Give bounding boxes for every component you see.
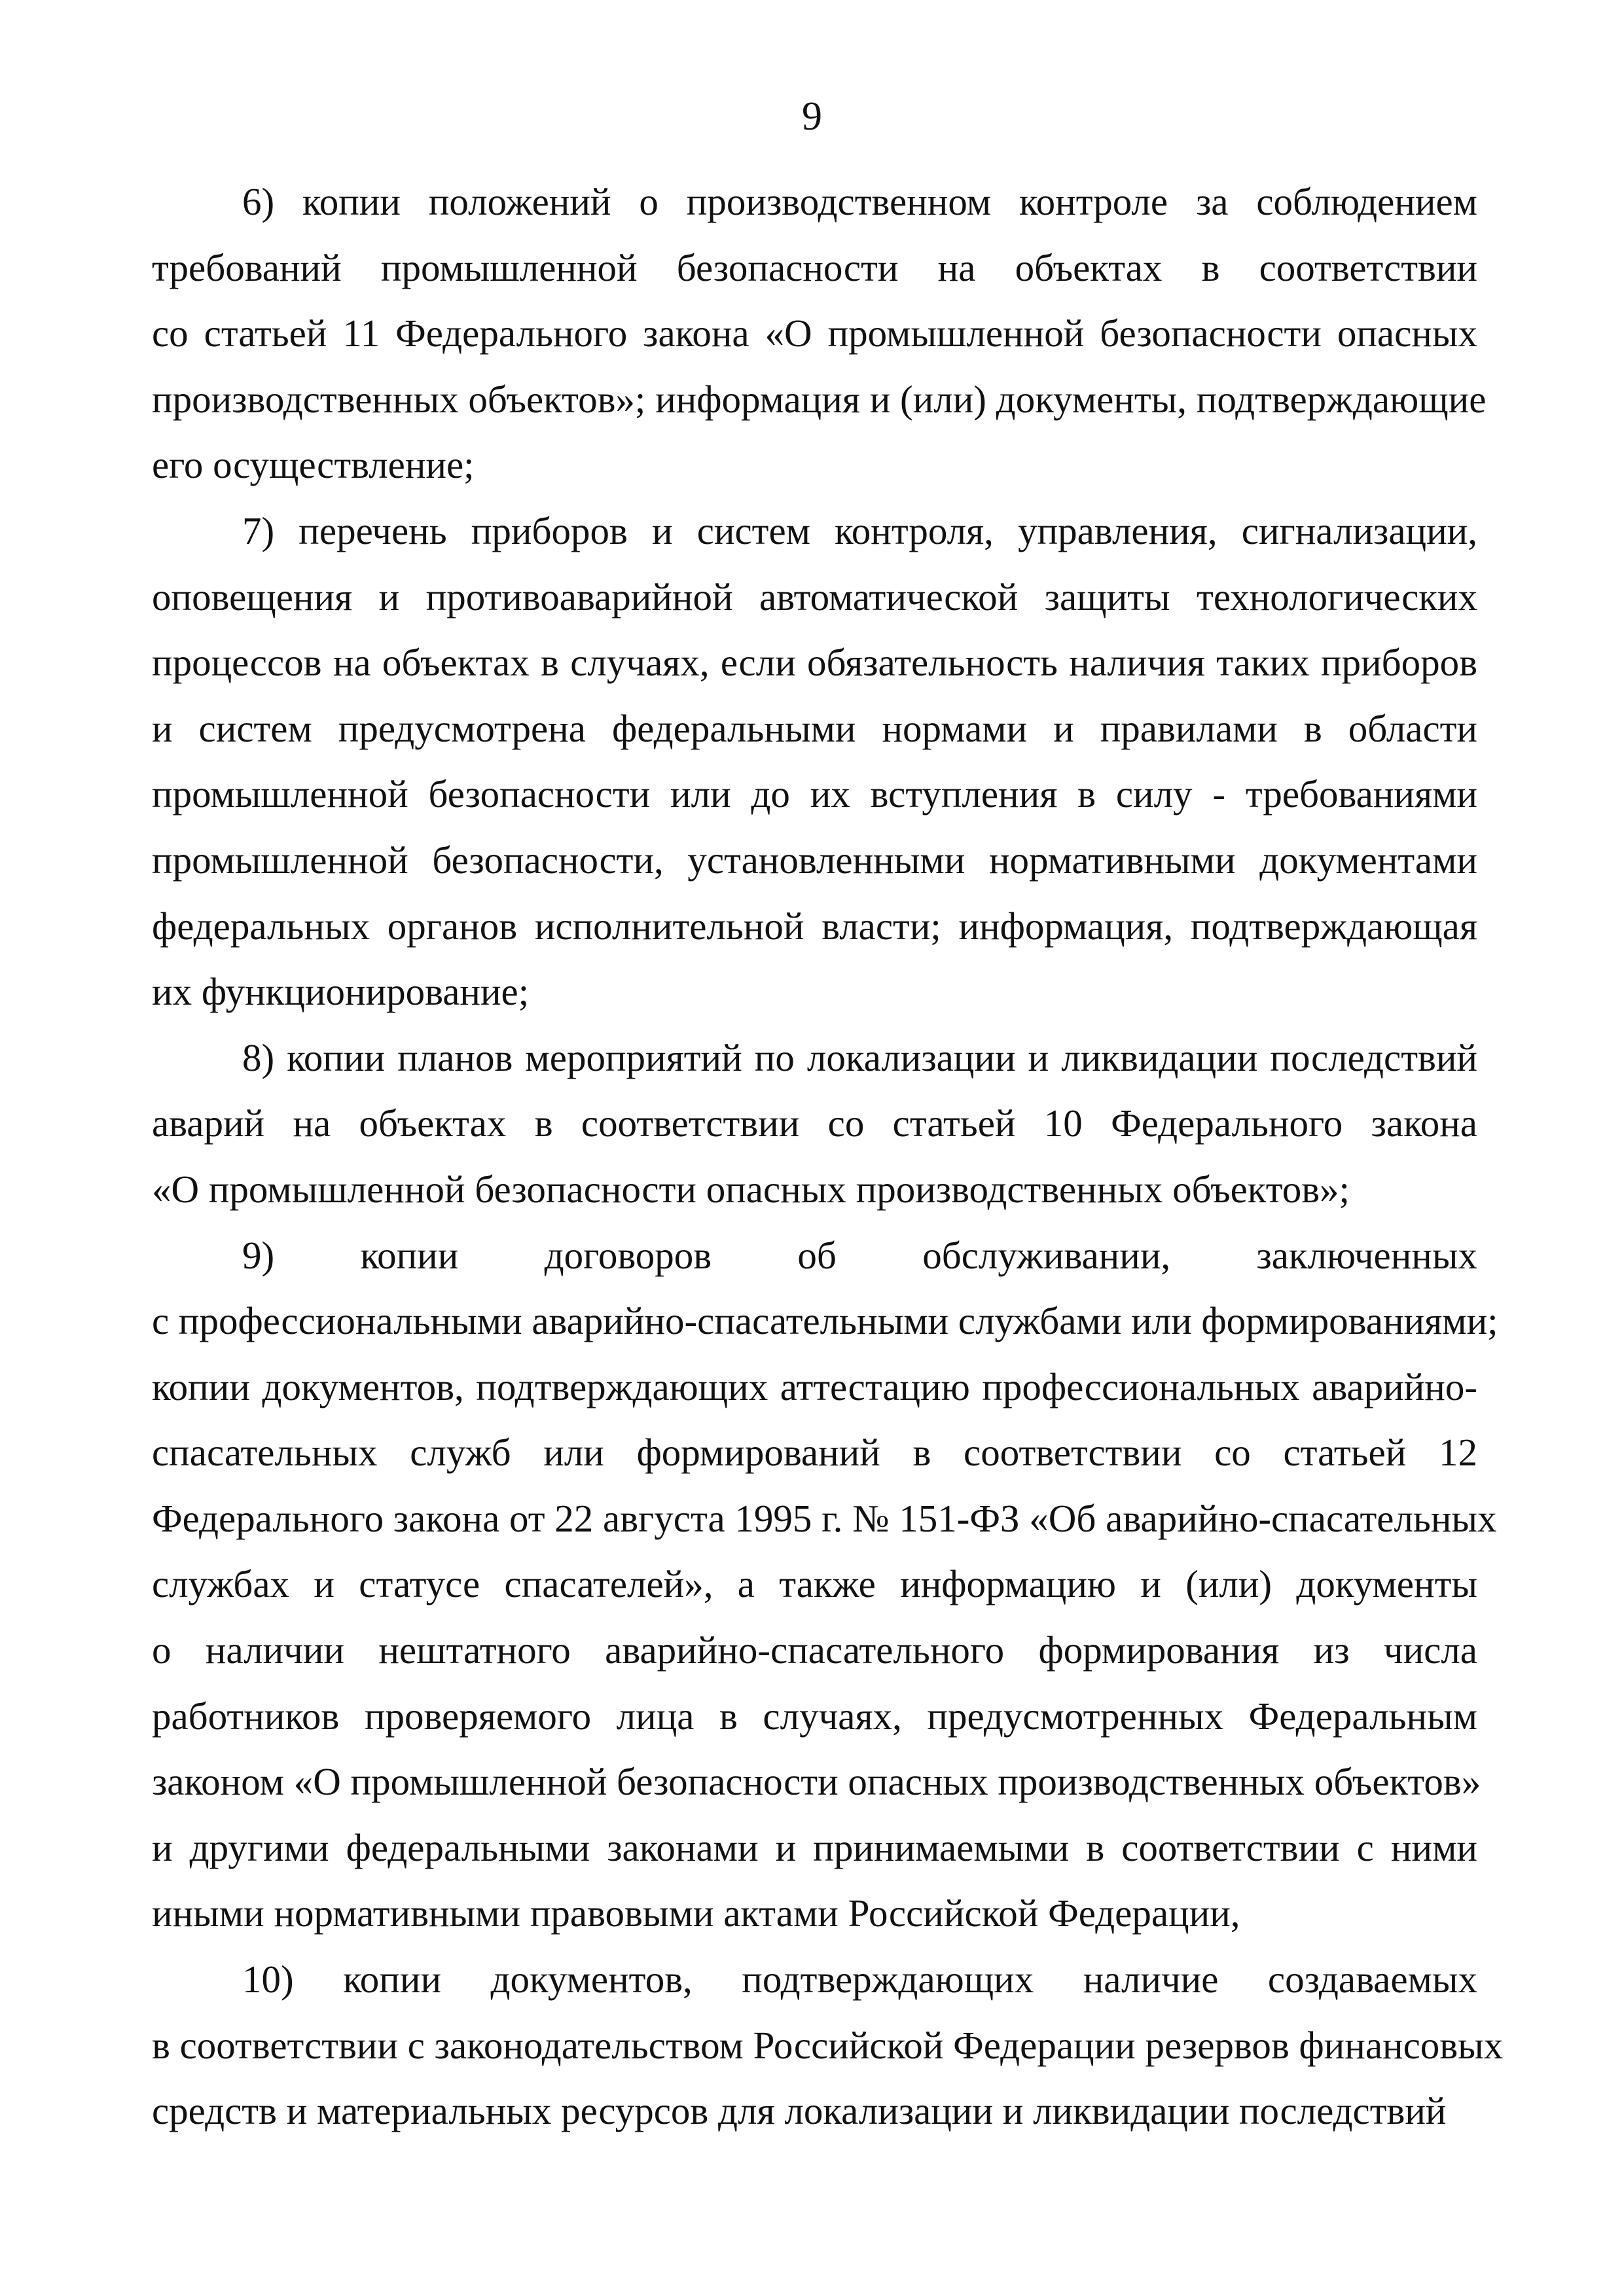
text-line: процессов на объектах в случаях, если обязательность наличия таких приборов [152, 641, 1477, 685]
text-line: оповещения и противоаварийной автоматической защиты технологических [152, 575, 1477, 618]
text-line: 10) копии документов, подтверждающих наличие создаваемых [242, 1958, 1477, 2001]
text-line: Федерального закона от 22 августа 1995 г. № 151-ФЗ «Об аварийно-спасательных [152, 1496, 1497, 1540]
text-line: 9) копии договоров об обслуживании, заключенных [242, 1233, 1477, 1277]
text-line: и другими федеральными законами и принимаемыми в соответствии с ними [152, 1825, 1477, 1869]
text-line: работников проверяемого лица в случаях, предусмотренных Федеральным [152, 1694, 1477, 1738]
text-line: законом «О промышленной безопасности опасных производственных объектов» [152, 1760, 1481, 1804]
text-line: 7) перечень приборов и систем контроля, управления, сигнализации, [242, 509, 1477, 552]
text-line: копии документов, подтверждающих аттестацию профессиональных аварийно- [152, 1365, 1477, 1408]
text-line: 6) копии положений о производственном контроле за соблюдением [242, 180, 1477, 223]
paragraph-item-7 [152, 498, 1477, 1025]
paragraph-item-8 [152, 1025, 1477, 1223]
text-line: со статьей 11 Федерального закона «О промышленной безопасности опасных [152, 312, 1477, 355]
text-line: и систем предусмотрена федеральными нормами и правилами в области [152, 706, 1477, 750]
text-line: его осуществление; [152, 443, 475, 487]
document-body [152, 169, 1504, 2144]
text-line: промышленной безопасности, установленными нормативными документами [152, 838, 1477, 882]
page-number: 9 [802, 94, 822, 139]
text-line: федеральных органов исполнительной власти; информация, подтверждающая [152, 904, 1477, 948]
text-line: «О промышленной безопасности опасных производственных объектов»; [152, 1167, 1350, 1211]
text-line: промышленной безопасности или до их вступления в силу - требованиями [152, 772, 1477, 816]
text-line: в соответствии с законодательством Российской Федерации резервов финансовых [152, 2023, 1504, 2067]
text-line: 8) копии планов мероприятий по локализации и ликвидации последствий [242, 1035, 1477, 1079]
paragraph-item-9 [152, 1223, 1498, 1947]
text-line: производственных объектов»; информация и (или) документы, подтверждающие [152, 377, 1487, 421]
text-line: с профессиональными аварийно-спасательными службами или формированиями; [152, 1299, 1498, 1343]
paragraph-item-6 [152, 169, 1487, 498]
paragraph-item-10 [152, 1946, 1504, 2144]
text-line: средств и материальных ресурсов для локализации и ликвидации последствий [152, 2089, 1447, 2133]
text-line: аварий на объектах в соответствии со статьей 10 Федерального закона [152, 1102, 1477, 1145]
text-line: требований промышленной безопасности на объектах в соответствии [152, 245, 1477, 289]
text-line: службах и статусе спасателей», а также информацию и (или) документы [152, 1562, 1477, 1606]
text-line: спасательных служб или формирований в соответствии со статьей 12 [152, 1431, 1477, 1475]
text-line: их функционирование; [152, 970, 530, 1014]
text-line: иными нормативными правовыми актами Российской Федерации, [152, 1891, 1240, 1935]
text-line: о наличии нештатного аварийно-спасательного формирования из числа [152, 1628, 1477, 1672]
